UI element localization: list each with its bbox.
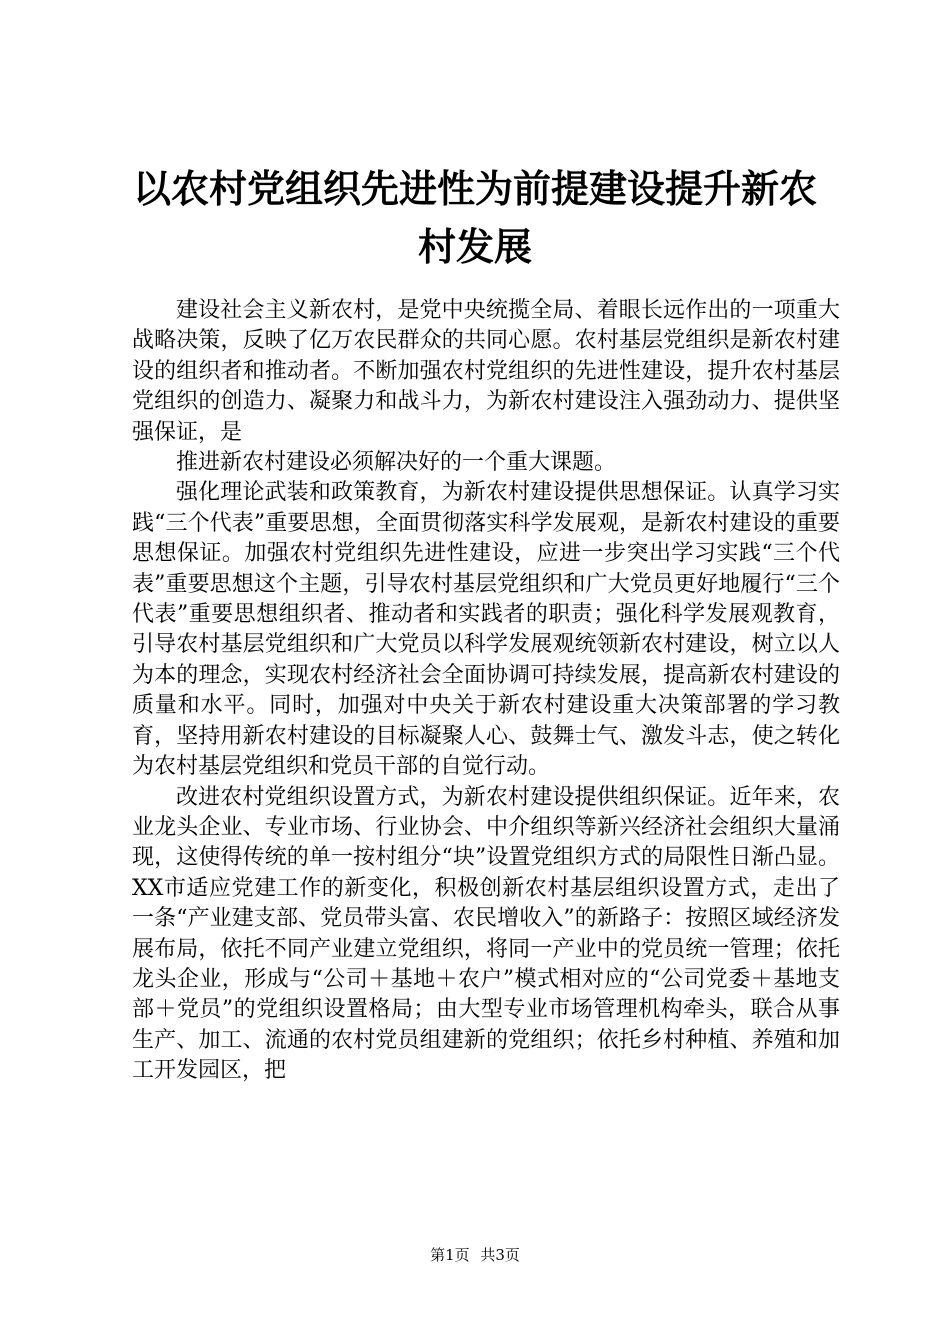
page-number: 第1页 (430, 1246, 470, 1264)
paragraph: 改进农村党组织设置方式，为新农村建设提供组织保证。近年来，农业龙头企业、专业市场、行业协会、中介组织等新兴经济社会组织大量涌现，这使得传统的单一按村组分“块”设置党组织方式的局限性日渐凸显。XX市适应党建工作的新变化，积极创新农村基层组织设置方式，走出了一条“产业建支部、党员带头富、农民增收入”的新路子：按照区域经济发展布局，依托不同产业建立党组织，将同一产业中的党员统一管理；依托龙头企业，形成与“公司＋基地＋农户”模式相对应的“公司党委＋基地支部＋党员”的党组织设置格局；由大型专业市场管理机构牵头，联合从事生产、加工、流通的农村党员组建新的党组织；依托乡村种植、养殖和加工开发园区，把 (132, 784, 840, 1084)
paragraph: 强化理论武装和政策教育，为新农村建设提供思想保证。认真学习实践“三个代表”重要思想，全面贯彻落实科学发展观，是新农村建设的重要思想保证。加强农村党组织先进性建设，应进一步突出学习实践“三个代表”重要思想这个主题，引导农村基层党组织和广大党员更好地履行“三个代表”重要思想组织者、推动者和实践者的职责；强化科学发展观教育，引导农村基层党组织和广大党员以科学发展观统领新农村建设，树立以人为本的理念，实现农村经济社会全面协调可持续发展，提高新农村建设的质量和水平。同时，加强对中央关于新农村建设重大决策部署的学习教育，坚持用新农村建设的目标凝聚人心、鼓舞士气、激发斗志，使之转化为农村基层党组织和党员干部的自觉行动。 (132, 480, 840, 780)
page-footer (0, 1245, 950, 1265)
paragraph: 建设社会主义新农村，是党中央统揽全局、着眼长远作出的一项重大战略决策，反映了亿万农民群众的共同心愿。农村基层党组织是新农村建设的组织者和推动者。不断加强农村党组织的先进性建设，提升农村基层党组织的创造力、凝聚力和战斗力，为新农村建设注入强劲动力、提供坚强保证，是 (132, 298, 840, 445)
document-title: 以农村党组织先进性为前提建设提升新农村发展 (132, 166, 817, 269)
document-body (132, 296, 840, 1087)
page-total: 共3页 (480, 1246, 520, 1264)
paragraph: 推进新农村建设必须解决好的一个重大课题。 (176, 450, 617, 476)
